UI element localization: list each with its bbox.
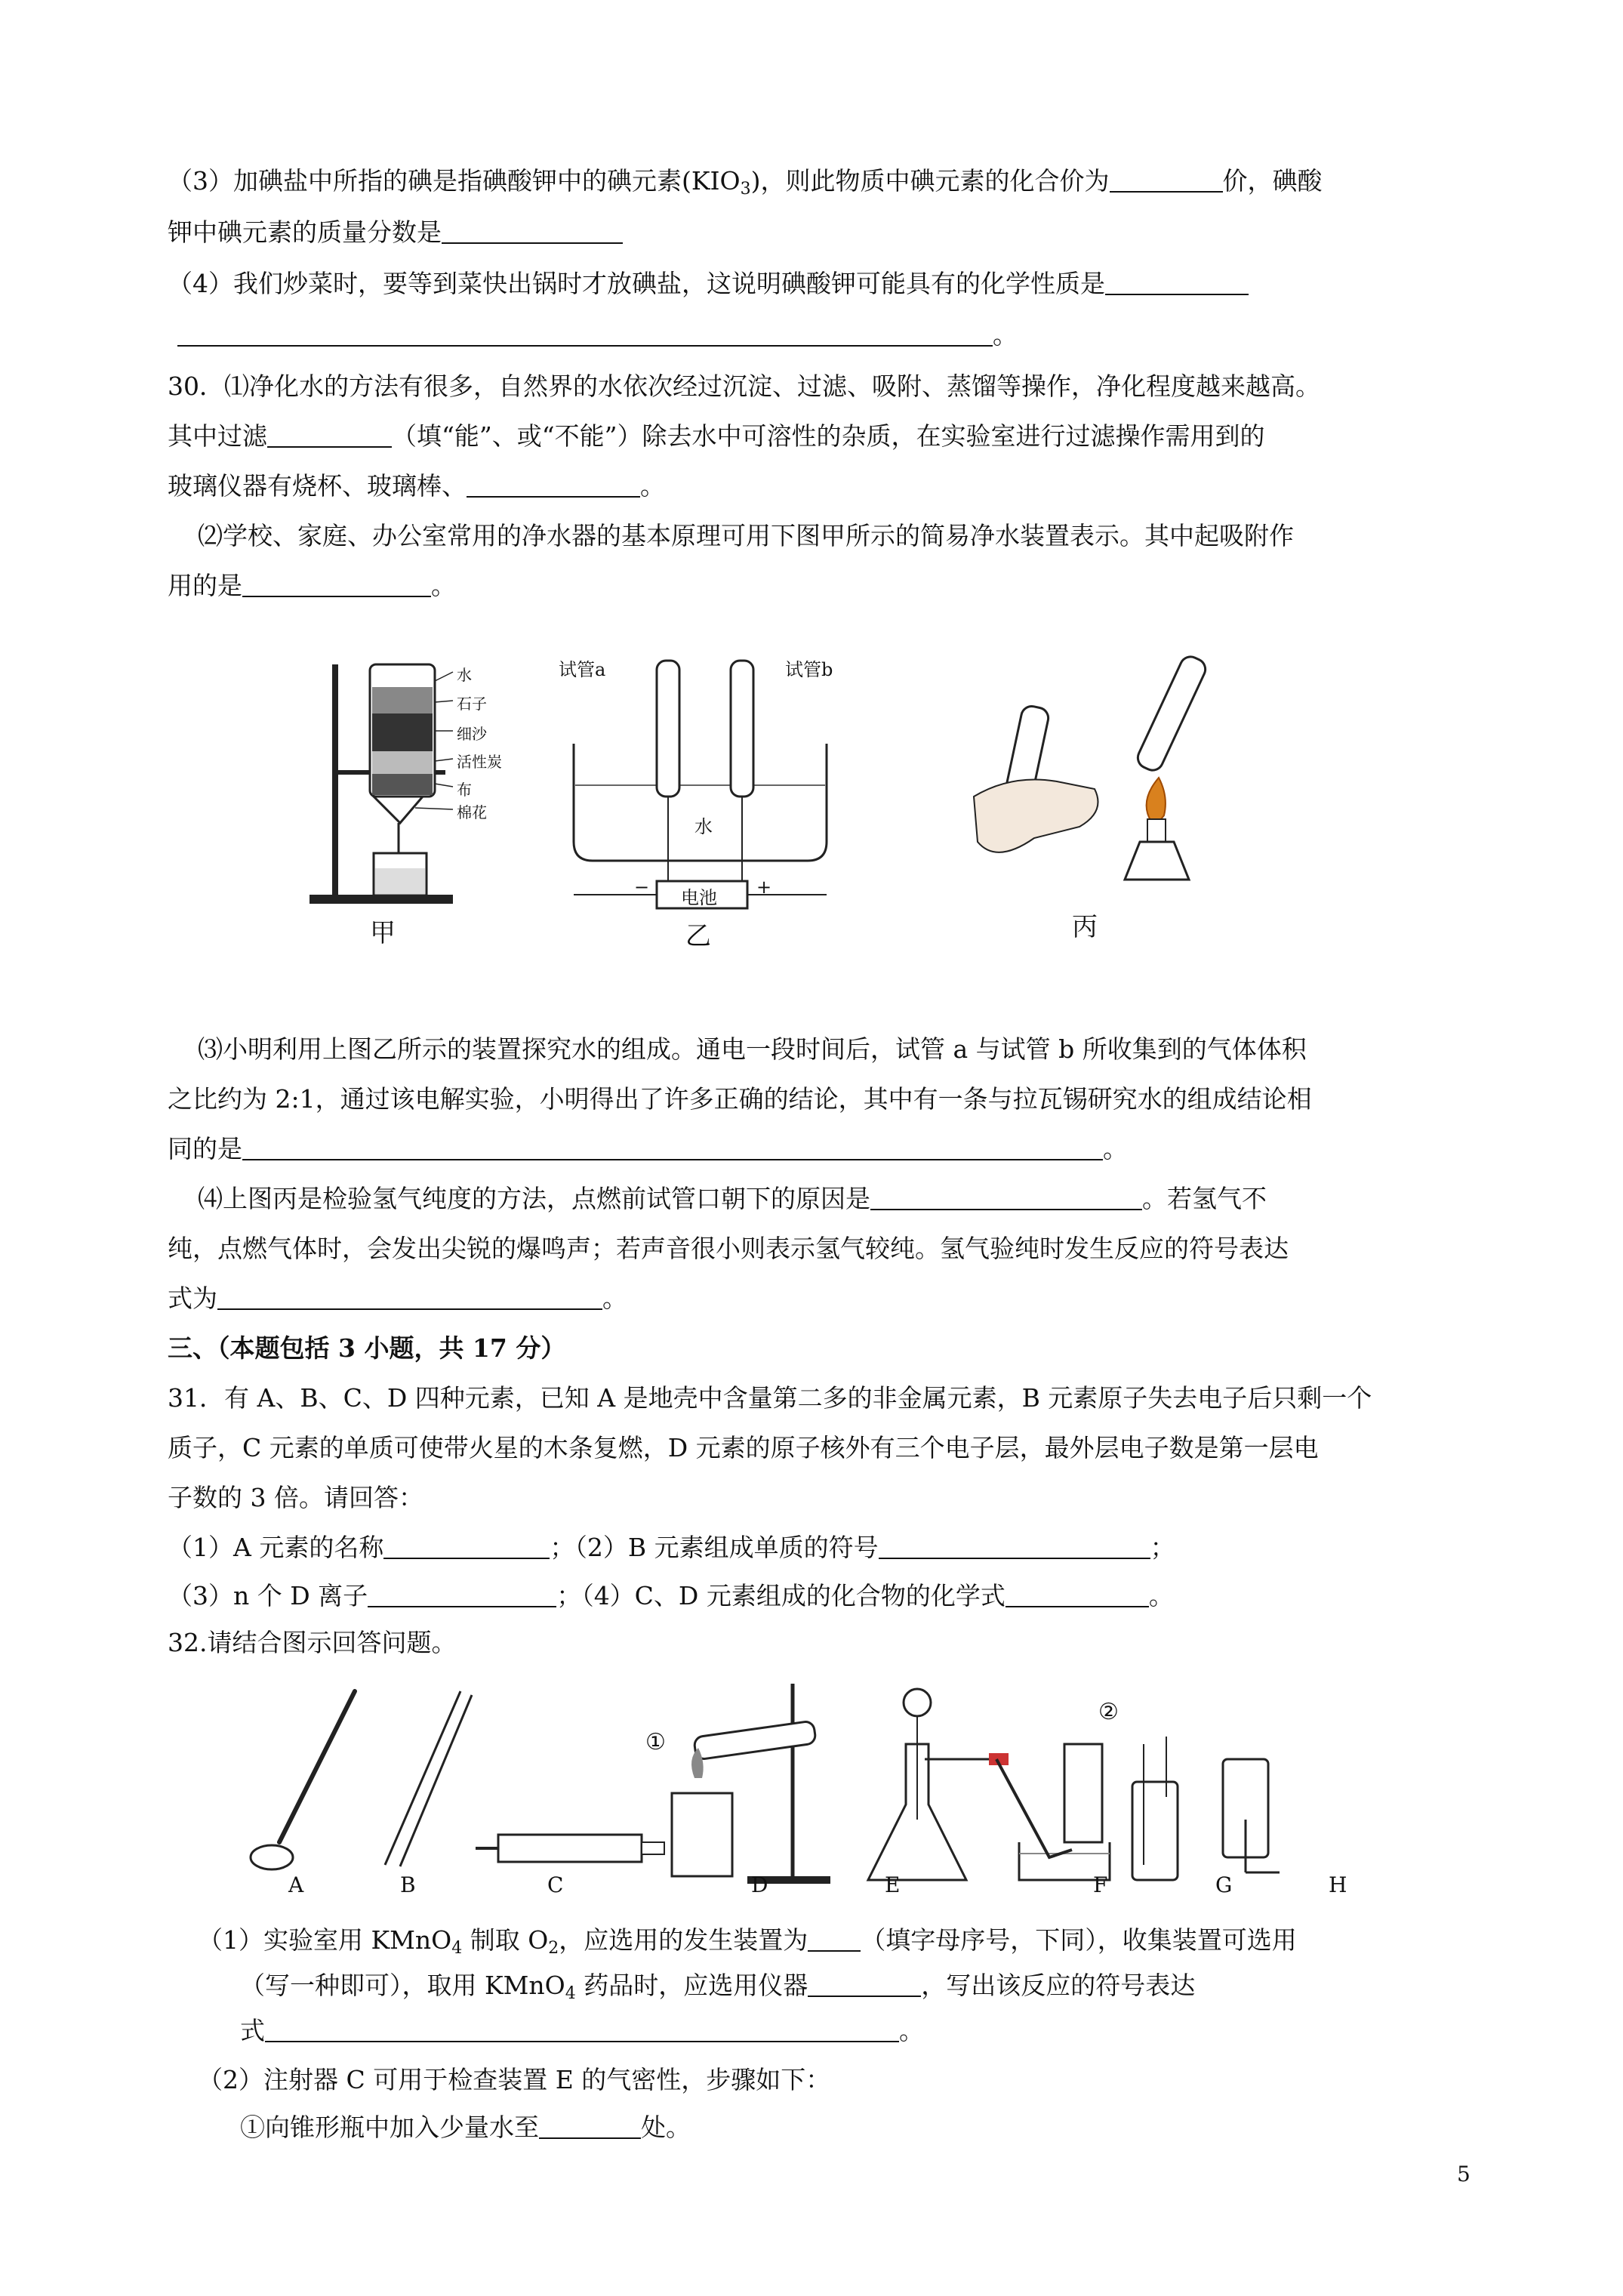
label-water: 水 <box>457 666 472 684</box>
electrolysis-diagram <box>559 646 838 917</box>
figure-bing-hydrogen-test <box>966 638 1268 895</box>
label-minus: − <box>634 877 650 898</box>
answer-blank[interactable] <box>265 2018 899 2042</box>
q31-line1: 31．有 A、B、C、D 四种元素，已知 A 是地壳中含量第二多的非金属元素，B 元素原子失去电子后只剩一个 <box>168 1383 1372 1413</box>
q32-part2-line1: （2）注射器 C 可用于检查装置 E 的气密性，步骤如下： <box>198 2065 831 2094</box>
answer-blank[interactable] <box>368 1583 556 1607</box>
answer-blank[interactable] <box>1006 1583 1149 1607</box>
answer-blank[interactable] <box>177 322 993 347</box>
q31-line3: 子数的 3 倍。请回答： <box>168 1483 423 1512</box>
label-cloth: 布 <box>457 781 472 799</box>
answer-blank[interactable] <box>870 1186 1142 1210</box>
q31-line4: （1）A 元素的名称 ；（2）B 元素组成单质的符号 ； <box>168 1533 1175 1562</box>
q30-line4: ⑵学校、家庭、办公室常用的净水器的基本原理可用下图甲所示的简易净水装置表示。其中起吸附作 <box>198 521 1294 550</box>
answer-blank[interactable] <box>242 573 431 597</box>
q31-line2: 质子，C 元素的单质可使带火星的木条复燃，D 元素的原子核外有三个电子层，最外层电子数是第一层电 <box>168 1433 1319 1462</box>
figure-yi-electrolysis <box>559 646 838 917</box>
answer-blank[interactable] <box>808 1928 861 1952</box>
label-tube-b: 试管b <box>785 659 833 680</box>
label-B: B <box>400 1872 416 1897</box>
q29-part4-line1: （4）我们炒菜时，要等到菜快出锅时才放碘盐，这说明碘酸钾可能具有的化学性质是 <box>168 269 1249 299</box>
answer-blank[interactable] <box>383 1535 550 1559</box>
label-battery: 电池 <box>681 887 717 908</box>
q30-line7: 之比约为 2:1，通过该电解实验，小明得出了许多正确的结论，其中有一条与拉瓦锡研究水的组成结论相 <box>168 1084 1312 1114</box>
caption-jia: 甲 <box>370 918 396 948</box>
answer-blank[interactable] <box>1110 168 1223 193</box>
circle-marker-1: ① <box>645 1729 666 1755</box>
figure-jia-water-filter <box>302 642 528 929</box>
label-D: D <box>751 1872 768 1897</box>
q30-line10: 纯，点燃气体时，会发出尖锐的爆鸣声；若声音很小则表示氢气较纯。氢气验纯时发生反应的符号表达 <box>168 1234 1289 1263</box>
q31-line5: （3）n 个 D 离子 ；（4）C、D 元素组成的化合物的化学式 。 <box>168 1581 1174 1610</box>
label-F: F <box>1093 1872 1108 1897</box>
caption-yi: 乙 <box>685 921 711 951</box>
label-activated-carbon: 活性炭 <box>457 753 502 771</box>
answer-blank[interactable] <box>242 1136 1103 1160</box>
q30-line11: 式为 。 <box>168 1284 627 1313</box>
q32-part1-line2: （写一种即可），取用 KMnO$_4$ 药品时，应选用仪器 ，写出该反应的符号表达 <box>240 1971 1196 2003</box>
q30-line3: 玻璃仪器有烧杯、玻璃棒、 。 <box>168 471 665 501</box>
answer-blank[interactable] <box>879 1535 1150 1559</box>
label-fine-sand: 细沙 <box>457 725 487 743</box>
answer-blank[interactable] <box>1105 271 1249 295</box>
label-tube-a: 试管a <box>559 659 606 680</box>
label-A: A <box>288 1872 304 1897</box>
label-stones: 石子 <box>457 695 487 713</box>
q30-line9: ⑷上图丙是检验氢气纯度的方法，点燃前试管口朝下的原因是 。若氢气不 <box>198 1184 1267 1213</box>
figure-q32-apparatus <box>249 1669 1381 1895</box>
answer-blank[interactable] <box>442 220 623 244</box>
q32-part2-step1: ①向锥形瓶中加入少量水至 处。 <box>240 2113 691 2142</box>
water-filter-diagram <box>302 642 528 929</box>
label-plus: + <box>756 877 772 898</box>
label-water: 水 <box>694 816 713 837</box>
q30-line6: ⑶小明利用上图乙所示的装置探究水的组成。通电一段时间后，试管 a 与试管 b 所收集到的气体体积 <box>198 1034 1307 1064</box>
circle-marker-2: ② <box>1098 1699 1119 1725</box>
label-H: H <box>1329 1872 1347 1897</box>
caption-bing: 丙 <box>1072 912 1098 942</box>
q29-part3-line2: 钾中碘元素的质量分数是 <box>168 217 623 248</box>
section-heading: 三、（本题包括 3 小题，共 17 分） <box>168 1333 566 1363</box>
q30-line8: 同的是 。 <box>168 1134 1128 1163</box>
page-number: 5 <box>1457 2162 1471 2187</box>
q29-part4-line2: 。 <box>177 320 1018 350</box>
answer-blank[interactable] <box>267 424 392 448</box>
label-cotton: 棉花 <box>457 803 487 821</box>
label-E: E <box>885 1872 901 1897</box>
answer-blank[interactable] <box>467 473 640 498</box>
hydrogen-test-diagram <box>966 638 1268 895</box>
answer-blank[interactable] <box>539 2115 641 2139</box>
label-C: C <box>547 1872 564 1897</box>
q30-line2: 其中过滤 （填“能”、或“不能”）除去水中可溶性的杂质，在实验室进行过滤操作需用到的 <box>168 421 1265 451</box>
label-G: G <box>1215 1872 1233 1897</box>
answer-blank[interactable] <box>217 1286 602 1310</box>
q32-part1-line1: （1）实验室用 KMnO$_4$ 制取 $O_2$，应选用的发生装置为 （填字母序号，下同），收集装置可选用 <box>198 1925 1297 1958</box>
q32-part1-line3: 式 。 <box>240 2016 924 2045</box>
q30-line5: 用的是 。 <box>168 571 456 600</box>
q29-part3-line1: （3）加碘盐中所指的碘是指碘酸钾中的碘元素$(KIO_3)$，则此物质中碘元素的化合价为 价，碘酸 <box>168 166 1323 199</box>
answer-blank[interactable] <box>808 1973 921 1997</box>
q30-line1: 30．⑴净化水的方法有很多，自然界的水依次经过沉淀、过滤、吸附、蒸馏等操作，净化程度越来越高。 <box>168 371 1320 401</box>
q32-title: 32.请结合图示回答问题。 <box>168 1628 457 1657</box>
apparatus-diagram <box>249 1669 1381 1895</box>
